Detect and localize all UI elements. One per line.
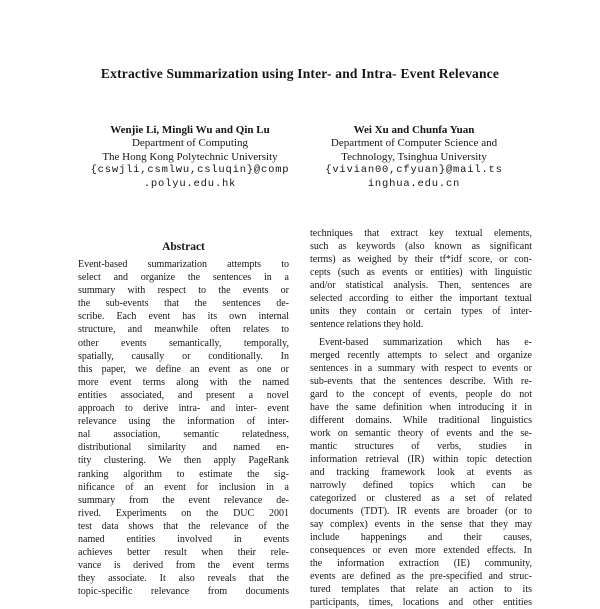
- text-line: they associate. It also reveals that the: [78, 573, 289, 585]
- text-line: information retrieval (IR) within topic detection: [310, 454, 532, 465]
- text-line: different domains. While traditional linguistics: [310, 415, 532, 426]
- right-column-text: [310, 227, 532, 609]
- text-line: this paper, we define an event as one or: [78, 363, 289, 375]
- text-line: rived. Experiments on the DUC 2001: [78, 507, 289, 519]
- text-line: selected according to either the important textual: [310, 293, 532, 304]
- email-line: {vivian00,cfyuan}@mail.ts: [325, 164, 503, 177]
- text-line: named entities involved in events: [78, 533, 289, 545]
- affiliation-line: The Hong Kong Polytechnic University: [102, 150, 278, 163]
- text-line: say complex) events in the sense that they may: [310, 519, 532, 530]
- text-line: sub-events that the sentences describe. With re-: [310, 376, 532, 387]
- author-names: Wei Xu and Chunfa Yuan: [353, 124, 475, 136]
- text-line: include happenings and their causes,: [310, 532, 532, 543]
- text-line: more event terms along with the named: [78, 376, 289, 388]
- text-line: vance is derived from the event terms: [78, 560, 289, 572]
- text-line: summary from the event relevance de-: [78, 494, 289, 506]
- text-line: work on semantic theory of events and the se-: [310, 428, 532, 439]
- text-line: achieves better result when their rele-: [78, 547, 289, 559]
- author-block-right: [292, 124, 536, 191]
- text-line: sentences in a summary with respect to events or: [310, 363, 532, 374]
- text-line: relevance using the information of inter-: [78, 416, 289, 428]
- abstract-heading: Abstract: [162, 241, 205, 253]
- text-line: merged recently attempts to select and organize: [310, 350, 532, 361]
- affiliation-line: Technology, Tsinghua University: [341, 150, 487, 163]
- text-line: select and organize the sentences in a: [78, 272, 289, 284]
- text-line: ranking algorithm to estimate the sig-: [78, 468, 289, 480]
- text-line: the sub-events that the sentences de-: [78, 298, 289, 310]
- affiliation-line: Department of Computing: [131, 137, 249, 150]
- paper-title: Extractive Summarization using Inter- and Intra- Event Relevance: [100, 66, 500, 81]
- text-line: units they contain or certain types of inter-: [310, 306, 532, 317]
- text-line: categorized or clustered as a set of related: [310, 493, 532, 504]
- text-line: distributional similarity and named en-: [78, 442, 289, 454]
- author-names: Wenjie Li, Mingli Wu and Qin Lu: [110, 124, 270, 136]
- text-line: Event-based summarization which has e-: [319, 337, 532, 348]
- text-line: scribe. Each event has its own internal: [78, 311, 289, 323]
- text-line: Event-based summarization attempts to: [78, 259, 289, 270]
- text-line: other events semantically, temporally,: [78, 337, 289, 349]
- text-line: nal association, semantic relatedness,: [78, 429, 289, 441]
- text-line: sentence relations they hold.: [310, 319, 424, 330]
- email-line: .polyu.edu.hk: [143, 177, 237, 190]
- text-line: cepts (such as events or entities) with linguistic: [310, 267, 532, 278]
- text-line: and tracking framework look at events as: [310, 467, 532, 478]
- paragraph: [310, 336, 532, 609]
- text-line: test data shows that the relevance of the: [78, 520, 289, 532]
- paragraph: [78, 258, 289, 598]
- affiliation-line: Department of Computer Science and: [330, 137, 498, 150]
- text-line: spatially, causally or conditionally. In: [78, 350, 289, 362]
- text-line: structure, and meanwhile often relates to: [78, 324, 289, 336]
- text-line: nificance of an event for inclusion in a: [78, 481, 289, 493]
- email-line: inghua.edu.cn: [367, 177, 461, 190]
- text-line: terms) as weighed by their tf*idf score, or con-: [310, 254, 532, 265]
- text-line: consequences or even more extended effects. In: [310, 545, 532, 556]
- text-line: summary with respect to the events or: [78, 285, 289, 297]
- text-line: topic-specific relevance from documents: [78, 586, 289, 598]
- text-line: participants, times, locations and other entities: [310, 597, 532, 608]
- text-line: approach to derive intra- and inter- event: [78, 403, 289, 415]
- text-line: gard to the concept of events, people do not: [310, 389, 532, 400]
- text-line: the information extraction (IE) community,: [310, 558, 532, 569]
- text-line: tity clustering. We then apply PageRank: [78, 455, 289, 467]
- text-line: tured templates that relate an action to its: [310, 584, 532, 595]
- text-line: and/or statistical analysis. Then, sentences are: [310, 280, 532, 291]
- text-line: have the same definition when introducing it in: [310, 402, 532, 413]
- author-block-left: [68, 124, 312, 191]
- paragraph: [310, 227, 532, 331]
- abstract-text: [78, 258, 289, 598]
- text-line: entities associated, and present a novel: [78, 389, 289, 401]
- email-line: {cswjli,csmlwu,csluqin}@comp: [90, 164, 290, 177]
- text-line: events are defined as the pre-specified and struc-: [310, 571, 532, 582]
- text-line: such as keywords (also known as significant: [310, 241, 532, 252]
- text-line: narrowly defined topics which can be: [310, 480, 532, 491]
- text-line: techniques that extract key textual elements,: [310, 228, 532, 239]
- text-line: documents (TDT). IR events are broader (or to: [310, 506, 532, 517]
- text-line: mantic structures of verbs, studies in: [310, 441, 532, 452]
